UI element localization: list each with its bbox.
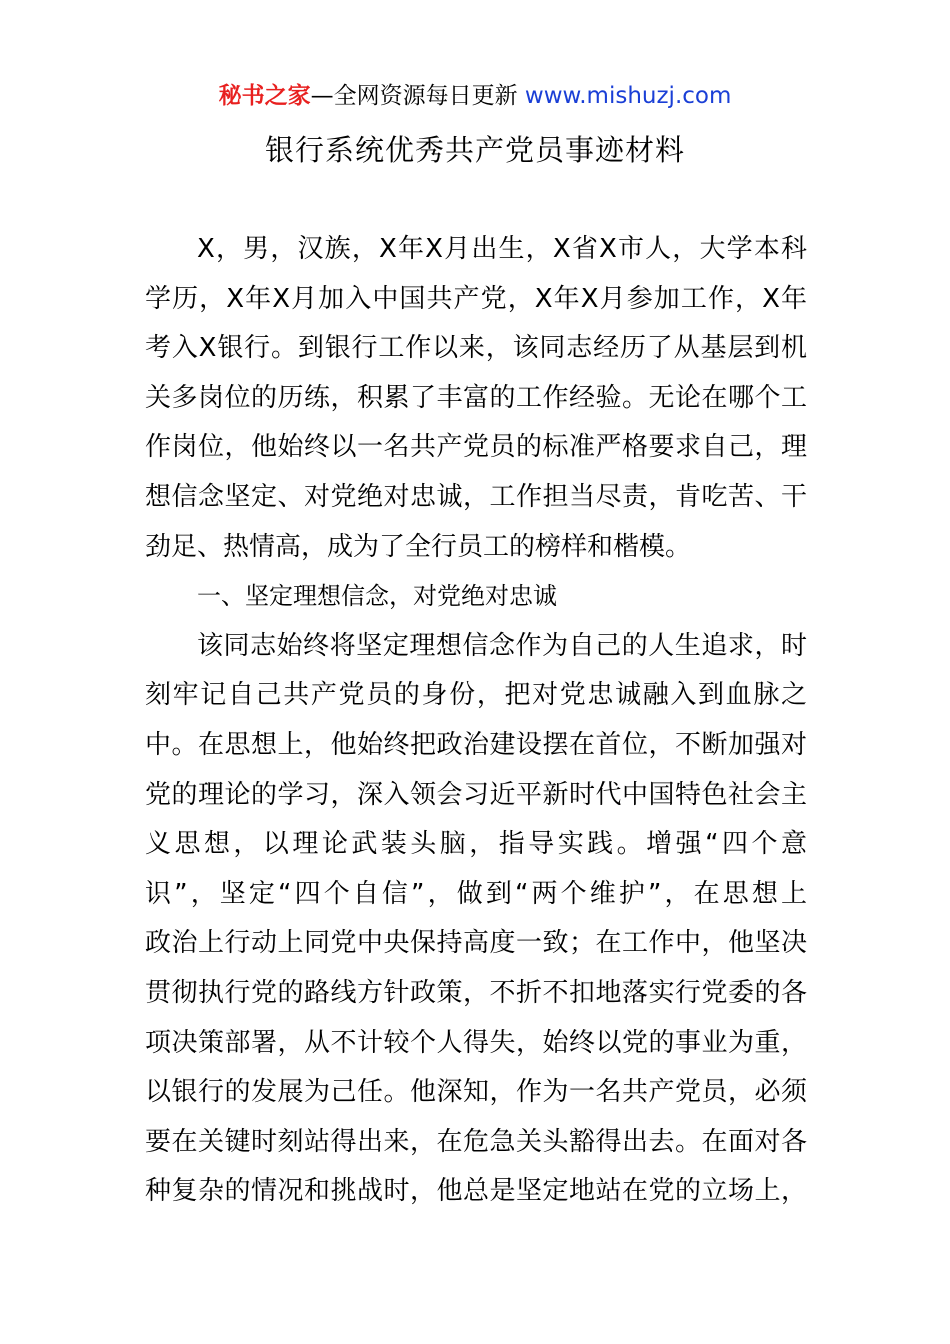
- site-url[interactable]: www.mishuzj.com: [524, 83, 732, 109]
- paragraph-line: 作岗位，他始终以一名共产党员的标准严格要求自己，理: [145, 432, 807, 463]
- paragraph-line: X，男，汉族，X年X月出生，X省X市人，大学本科: [197, 234, 807, 264]
- paragraph-line: 要在关键时刻站得出来，在危急关头豁得出去。在面对各: [145, 1126, 807, 1157]
- paragraph-line: 想信念坚定、对党绝对忠诚，工作担当尽责，肯吃苦、干: [145, 481, 807, 512]
- paragraph-line: 刻牢记自己共产党员的身份，把对党忠诚融入到血脉之: [145, 680, 807, 711]
- paragraph-line: 政治上行动上同党中央保持高度一致；在工作中，他坚决: [145, 928, 807, 959]
- paragraph-line: 党的理论的学习，深入领会习近平新时代中国特色社会主: [145, 779, 807, 810]
- paragraph-line: 项决策部署，从不计较个人得失，始终以党的事业为重，: [145, 1027, 807, 1058]
- document-title: 银行系统优秀共产党员事迹材料: [264, 133, 685, 167]
- paragraph-line: 考入X银行。到银行工作以来，该同志经历了从基层到机: [145, 333, 807, 364]
- site-tagline: —全网资源每日更新: [310, 83, 518, 109]
- paragraph-line: 中。在思想上，他始终把政治建设摆在首位，不断加强对: [145, 729, 807, 760]
- paragraph-line: 劲足、热情高，成为了全行员工的榜样和楷模。: [145, 531, 692, 562]
- paragraph-line: 关多岗位的历练，积累了丰富的工作经验。无论在哪个工: [145, 382, 807, 413]
- section-heading: 一、坚定理想信念，对党绝对忠诚: [197, 582, 557, 611]
- site-header: [0, 80, 950, 112]
- document-body: [145, 225, 807, 1217]
- paragraph-line: 义思想，以理论武装头脑，指导实践。增强“四个意: [145, 829, 807, 860]
- paragraph-line: 以银行的发展为己任。他深知，作为一名共产党员，必须: [145, 1077, 807, 1108]
- site-brand: 秘书之家: [218, 83, 311, 109]
- paragraph-line: 识”，坚定“四个自信”，做到“两个维护”，在思想上: [145, 878, 807, 909]
- paragraph-line: 种复杂的情况和挑战时，他总是坚定地站在党的立场上，: [145, 1176, 807, 1207]
- paragraph-line: 贯彻执行党的路线方针政策，不折不扣地落实行党委的各: [145, 977, 807, 1008]
- paragraph-line: 学历，X年X月加入中国共产党，X年X月参加工作，X年: [145, 283, 807, 314]
- paragraph-line: 该同志始终将坚定理想信念作为自己的人生追求，时: [197, 630, 807, 661]
